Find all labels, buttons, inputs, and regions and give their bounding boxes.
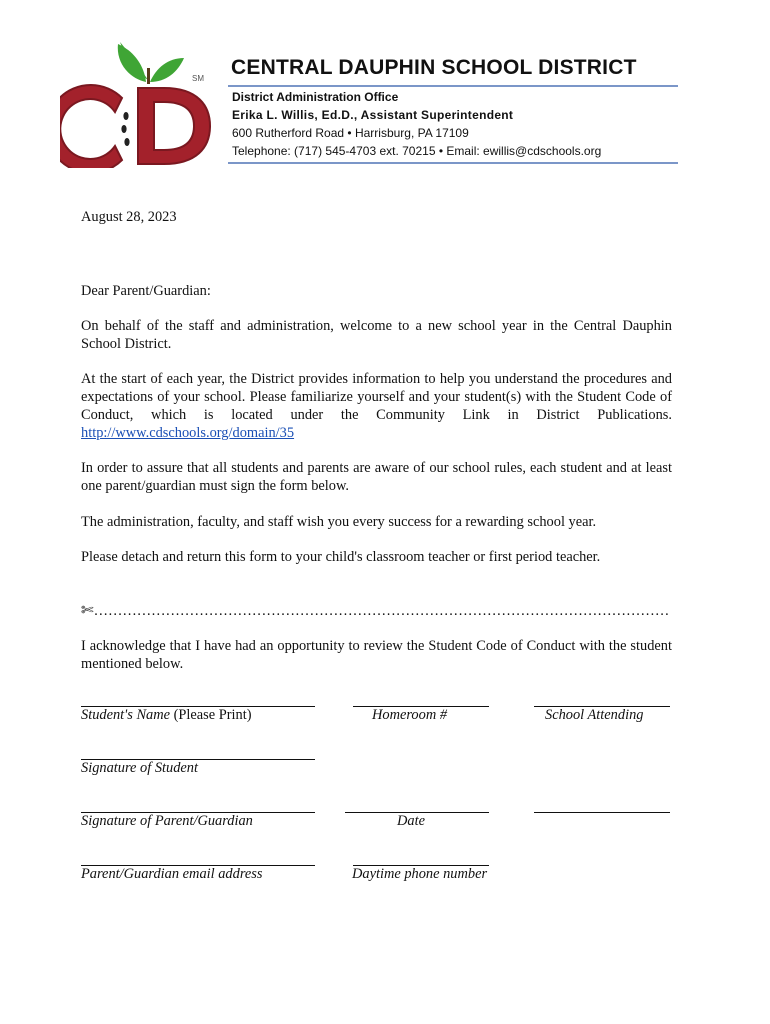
paragraph-code-of-conduct [81, 370, 672, 442]
logo-letter-c [60, 85, 122, 168]
address: 600 Rutherford Road • Harrisburg, PA 17109 [232, 126, 469, 140]
homeroom-label: Homeroom # [372, 707, 448, 723]
letterhead-rule-bottom [228, 162, 678, 164]
student-signature-label: Signature of Student [81, 760, 198, 776]
paragraph-wishes: The administration, faculty, and staff wish you every success for a rewarding school year. [81, 514, 597, 530]
paragraph-sign-form: In order to assure that all students and parents are aware of our school rules, each student and at least one parent/guardian must sign the form below. [81, 460, 672, 494]
office-name: District Administration Office [232, 90, 399, 104]
letter-date: August 28, 2023 [81, 209, 177, 225]
student-name-label: Student's Name (Please Print) [81, 707, 252, 723]
extra-blank-field[interactable] [534, 812, 670, 813]
code-of-conduct-link[interactable]: http://www.cdschools.org/domain/35 [81, 425, 295, 441]
paragraph-welcome: On behalf of the staff and administration, welcome to a new school year in the Central Dauphin School District. [81, 318, 672, 352]
salutation: Dear Parent/Guardian: [81, 283, 211, 299]
paragraph-return: Please detach and return this form to your child's classroom teacher or first period teacher. [81, 549, 601, 565]
school-attending-label: School Attending [545, 707, 644, 723]
letterhead-rule-top [228, 85, 678, 87]
contact-person: Erika L. Willis, Ed.D., Assistant Superintendent [232, 108, 514, 122]
daytime-phone-label: Daytime phone number [352, 866, 488, 882]
logo-leaf-right [150, 58, 184, 82]
telephone-email: Telephone: (717) 545-4703 ext. 70215 • Email: ewillis@cdschools.org [232, 144, 602, 158]
service-mark: SM [192, 74, 204, 83]
parent-email-label: Parent/Guardian email address [81, 866, 263, 882]
date-label: Date [397, 813, 425, 829]
district-logo [60, 38, 220, 168]
tear-off-line [81, 601, 669, 620]
district-name: CENTRAL DAUPHIN SCHOOL DISTRICT [231, 56, 637, 79]
parent-signature-label: Signature of Parent/Guardian [81, 813, 253, 829]
scissors-icon: ✄ [81, 603, 94, 619]
dotted-line: ………………………………………………………………………………………………………… [93, 603, 670, 619]
paragraph-code-of-conduct-text: At the start of each year, the District provides information to help you understand the procedures and expectations of your school. Please familiarize yourself and your student(s) with the Student Code of Conduct, which is located under the Community Link in District Publications. [81, 371, 672, 423]
logo-letter-d [138, 88, 210, 164]
acknowledgement-text: I acknowledge that I have had an opportunity to review the Student Code of Conduct with the student mentioned below. [81, 638, 672, 672]
svg-text:CD: CD [60, 38, 62, 39]
